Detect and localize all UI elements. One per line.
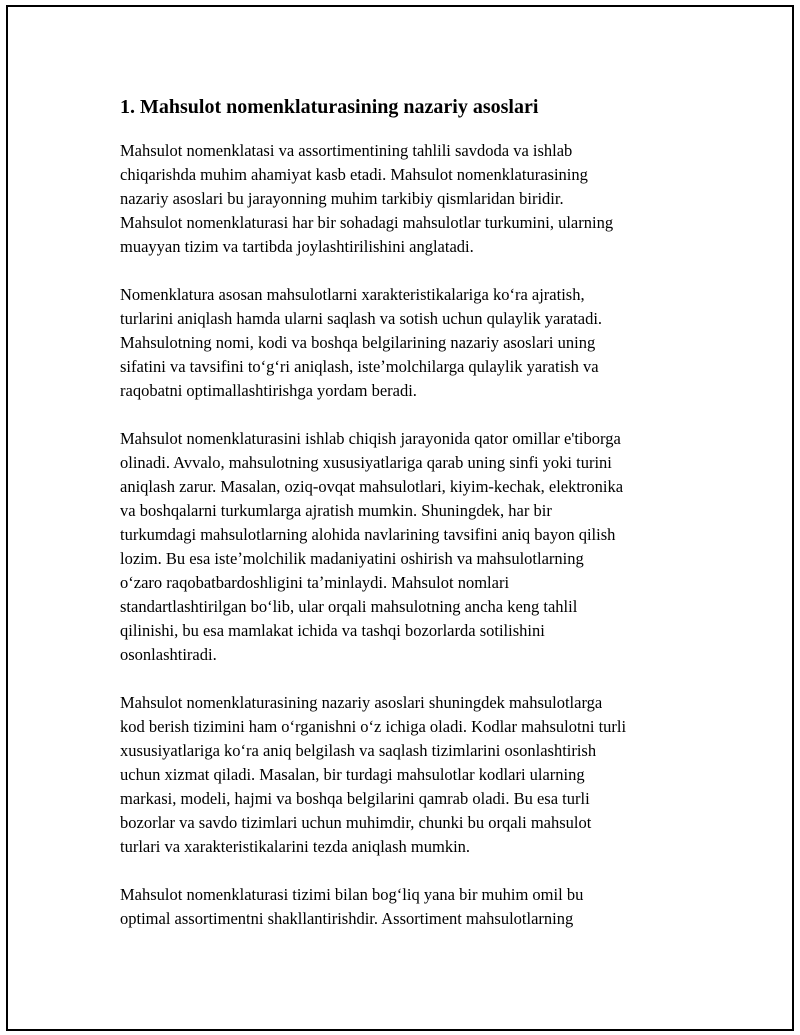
- paragraph: [120, 427, 710, 667]
- text-line: optimal assortimentni shakllantirishdir. Assortiment mahsulotlarning: [120, 909, 574, 928]
- text-line: standartlashtirilgan boʻlib, ular orqali mahsulotning ancha keng tahlil: [120, 597, 578, 616]
- text-line: va boshqalarni turkumlarga ajratish mumkin. Shuningdek, har bir: [120, 501, 552, 520]
- text-line: aniqlash zarur. Masalan, oziq-ovqat mahsulotlari, kiyim-kechak, elektronika: [120, 477, 624, 496]
- page-frame: [6, 5, 794, 1031]
- text-line: olinadi. Avvalo, mahsulotning xususiyatlariga qarab uning sinfi yoki turini: [120, 453, 612, 472]
- paragraph: [120, 883, 710, 931]
- text-line: turlari va xarakteristikalarini tezda aniqlash mumkin.: [120, 837, 471, 856]
- text-line: Mahsulot nomenklaturasining nazariy asoslari shuningdek mahsulotlarga: [120, 693, 603, 712]
- text-line: osonlashtiradi.: [120, 645, 217, 664]
- text-line: bozorlar va savdo tizimlari uchun muhimdir, chunki bu orqali mahsulot: [120, 813, 592, 832]
- paragraph: [120, 691, 710, 859]
- text-line: nazariy asoslari bu jarayonning muhim tarkibiy qismlaridan biridir.: [120, 189, 564, 208]
- section-heading: 1. Mahsulot nomenklaturasining nazariy asoslari: [120, 96, 539, 118]
- text-line: Nomenklatura asosan mahsulotlarni xarakteristikalariga koʻra ajratish,: [120, 285, 585, 304]
- text-line: Mahsulotning nomi, kodi va boshqa belgilarining nazariy asoslari uning: [120, 333, 596, 352]
- text-line: oʻzaro raqobatbardoshligini taʼminlaydi. Mahsulot nomlari: [120, 573, 510, 592]
- paragraph: [120, 283, 710, 403]
- text-line: lozim. Bu esa isteʼmolchilik madaniyatini oshirish va mahsulotlarning: [120, 549, 584, 568]
- text-line: raqobatni optimallashtirishga yordam beradi.: [120, 381, 417, 400]
- text-line: Mahsulot nomenklatasi va assortimentining tahlili savdoda va ishlab: [120, 141, 573, 160]
- text-line: Mahsulot nomenklaturasini ishlab chiqish jarayonida qator omillar e'tiborga: [120, 429, 621, 448]
- text-line: muayyan tizim va tartibda joylashtirilishini anglatadi.: [120, 237, 474, 256]
- text-line: turlarini aniqlash hamda ularni saqlash va sotish uchun qulaylik yaratadi.: [120, 309, 603, 328]
- text-line: uchun xizmat qiladi. Masalan, bir turdagi mahsulotlar kodlari ularning: [120, 765, 585, 784]
- text-line: qilinishi, bu esa mamlakat ichida va tashqi bozorlarda sotilishini: [120, 621, 545, 640]
- document-body: [120, 93, 710, 955]
- text-line: markasi, modeli, hajmi va boshqa belgilarini qamrab oladi. Bu esa turli: [120, 789, 590, 808]
- text-line: chiqarishda muhim ahamiyat kasb etadi. Mahsulot nomenklaturasining: [120, 165, 588, 184]
- paragraph: [120, 139, 710, 259]
- text-line: xususiyatlariga koʻra aniq belgilash va saqlash tizimlarini osonlashtirish: [120, 741, 597, 760]
- text-line: turkumdagi mahsulotlarning alohida navlarining tavsifini aniq bayon qilish: [120, 525, 616, 544]
- text-line: Mahsulot nomenklaturasi tizimi bilan bogʻliq yana bir muhim omil bu: [120, 885, 584, 904]
- paragraphs: [120, 139, 710, 931]
- text-line: sifatini va tavsifini toʻgʻri aniqlash, isteʼmolchilarga qulaylik yaratish va: [120, 357, 599, 376]
- text-line: Mahsulot nomenklaturasi har bir sohadagi mahsulotlar turkumini, ularning: [120, 213, 614, 232]
- text-line: kod berish tizimini ham oʻrganishni oʻz ichiga oladi. Kodlar mahsulotni turli: [120, 717, 627, 736]
